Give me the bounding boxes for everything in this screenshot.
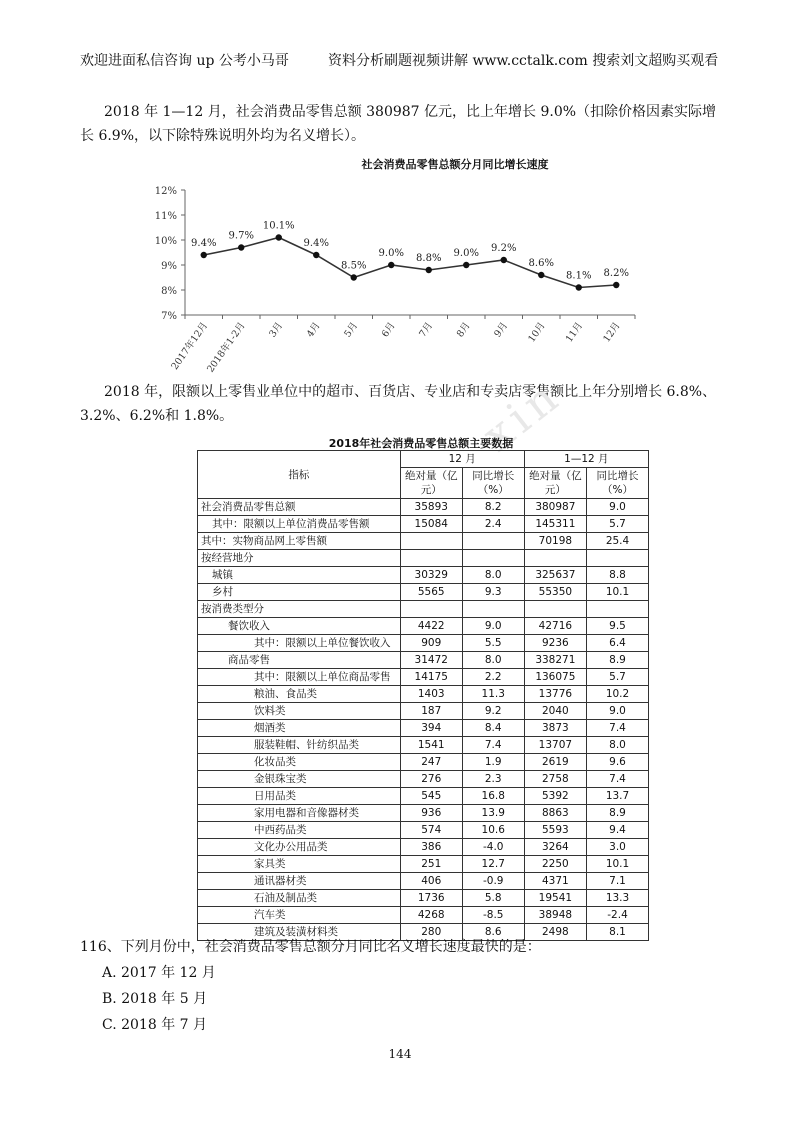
row-label: 其中：限额以上单位商品零售	[198, 669, 401, 686]
year-growth-cell: 9.6	[587, 754, 649, 771]
row-label: 粮油、食品类	[198, 686, 401, 703]
row-label: 文化办公用品类	[198, 839, 401, 856]
year-abs-cell: 9236	[524, 635, 586, 652]
dec-abs-cell: 5565	[400, 584, 462, 601]
year-abs-cell	[524, 550, 586, 567]
growth-line-chart	[140, 175, 660, 375]
dec-abs-cell: 394	[400, 720, 462, 737]
december-header: 12 月	[400, 451, 524, 468]
x-tick-label: 4月	[304, 320, 323, 340]
indicator-header: 指标	[198, 451, 401, 499]
row-label: 按经营地分	[198, 550, 401, 567]
row-label: 金银珠宝类	[198, 771, 401, 788]
row-label: 家用电器和音像器材类	[198, 805, 401, 822]
year-growth-header: 同比增长（%）	[587, 468, 649, 499]
table-row	[198, 533, 649, 550]
x-tick-label: 12月	[601, 320, 623, 345]
year-abs-cell: 3873	[524, 720, 586, 737]
y-tick-label: 9%	[161, 261, 177, 272]
dec-growth-cell: 16.8	[462, 788, 524, 805]
table-row	[198, 822, 649, 839]
data-label: 9.4%	[191, 238, 217, 249]
dec-growth-cell: 8.2	[462, 499, 524, 516]
dec-growth-cell: 2.4	[462, 516, 524, 533]
year-growth-cell: 6.4	[587, 635, 649, 652]
dec-growth-cell	[462, 601, 524, 618]
year-growth-cell: 8.0	[587, 737, 649, 754]
table-row	[198, 516, 649, 533]
table-row	[198, 601, 649, 618]
dec-abs-cell: 545	[400, 788, 462, 805]
year-growth-cell: 13.3	[587, 890, 649, 907]
year-abs-cell: 5593	[524, 822, 586, 839]
table-row	[198, 805, 649, 822]
year-growth-cell: 10.1	[587, 856, 649, 873]
year-growth-cell: 5.7	[587, 516, 649, 533]
dec-growth-cell: 13.9	[462, 805, 524, 822]
header-right-text: 资料分析刷题视频讲解 www.cctalk.com 搜索刘文超购买观看	[328, 53, 719, 69]
data-point	[201, 252, 207, 258]
dec-abs-cell: 276	[400, 771, 462, 788]
dec-growth-cell: -0.9	[462, 873, 524, 890]
dec-abs-cell: 1403	[400, 686, 462, 703]
year-growth-cell: 8.1	[587, 924, 649, 941]
table-row	[198, 839, 649, 856]
year-growth-cell: 5.7	[587, 669, 649, 686]
dec-growth-cell: 9.0	[462, 618, 524, 635]
table-row	[198, 669, 649, 686]
data-label: 9.2%	[491, 243, 517, 254]
data-point	[313, 252, 319, 258]
year-abs-cell: 55350	[524, 584, 586, 601]
data-label: 10.1%	[262, 220, 295, 232]
dec-growth-cell: 10.6	[462, 822, 524, 839]
data-point	[351, 274, 357, 280]
dec-abs-cell: 386	[400, 839, 462, 856]
data-point	[576, 284, 582, 290]
retail-paragraph: 2018 年，限额以上零售业单位中的超市、百货店、专业店和专卖店零售额比上年分别增长 6.8%、3.2%、6.2%和 1.8%。	[80, 384, 717, 424]
year-abs-cell: 13776	[524, 686, 586, 703]
option-a: A. 2017 年 12 月	[102, 965, 216, 981]
dec-growth-cell: 8.4	[462, 720, 524, 737]
year-growth-cell: 25.4	[587, 533, 649, 550]
x-tick-label: 2018年1-2月	[205, 320, 248, 375]
row-label: 按消费类型分	[198, 601, 401, 618]
year-abs-cell: 380987	[524, 499, 586, 516]
data-label: 8.6%	[528, 258, 554, 269]
dec-abs-cell: 14175	[400, 669, 462, 686]
year-abs-cell: 70198	[524, 533, 586, 550]
dec-abs-cell: 187	[400, 703, 462, 720]
dec-abs-header: 绝对量（亿元）	[400, 468, 462, 499]
table-row	[198, 567, 649, 584]
year-growth-cell: 7.4	[587, 771, 649, 788]
dec-abs-cell: 35893	[400, 499, 462, 516]
data-label: 8.5%	[341, 260, 367, 272]
x-tick-label: 10月	[526, 320, 548, 345]
year-growth-cell: 8.8	[587, 567, 649, 584]
year-growth-cell: -2.4	[587, 907, 649, 924]
dec-abs-cell: 909	[400, 635, 462, 652]
x-tick-label: 9月	[492, 320, 511, 340]
x-tick-label: 11月	[563, 320, 586, 345]
data-point	[238, 244, 244, 250]
x-tick-label: 5月	[342, 320, 361, 340]
table-row	[198, 873, 649, 890]
option-b: B. 2018 年 5 月	[102, 991, 208, 1007]
year-abs-cell: 2040	[524, 703, 586, 720]
x-tick-label: 3月	[267, 320, 286, 340]
dec-growth-cell: 11.3	[462, 686, 524, 703]
year-growth-cell: 7.1	[587, 873, 649, 890]
year-growth-cell	[587, 550, 649, 567]
data-label: 9.0%	[453, 248, 479, 259]
dec-growth-cell: -8.5	[462, 907, 524, 924]
header-left-text: 欢迎进面私信咨询 up 公考小马哥	[80, 53, 289, 69]
year-abs-cell: 145311	[524, 516, 586, 533]
year-growth-cell: 9.5	[587, 618, 649, 635]
year-abs-cell: 13707	[524, 737, 586, 754]
table-row	[198, 907, 649, 924]
row-label: 家具类	[198, 856, 401, 873]
data-point	[501, 257, 507, 263]
row-label: 其中：限额以上单位餐饮收入	[198, 635, 401, 652]
year-growth-cell: 3.0	[587, 839, 649, 856]
year-abs-cell: 136075	[524, 669, 586, 686]
year-abs-cell: 4371	[524, 873, 586, 890]
data-point	[426, 267, 432, 273]
year-abs-header: 绝对量（亿元）	[524, 468, 586, 499]
question-text: 116、下列月份中，社会消费品零售总额分月同比名义增长速度最快的是：	[80, 939, 541, 955]
dec-growth-cell	[462, 533, 524, 550]
year-growth-cell: 7.4	[587, 720, 649, 737]
table-row	[198, 737, 649, 754]
table-row	[198, 788, 649, 805]
dec-growth-cell: 2.3	[462, 771, 524, 788]
table-row	[198, 720, 649, 737]
x-tick-label: 8月	[454, 320, 473, 340]
dec-growth-cell: 8.0	[462, 567, 524, 584]
year-abs-cell: 2758	[524, 771, 586, 788]
dec-abs-cell: 30329	[400, 567, 462, 584]
row-label: 餐饮收入	[198, 618, 401, 635]
year-abs-cell: 19541	[524, 890, 586, 907]
table-row	[198, 635, 649, 652]
retail-data-table	[197, 450, 649, 941]
row-label: 烟酒类	[198, 720, 401, 737]
data-label: 9.7%	[228, 230, 254, 242]
table-row	[198, 703, 649, 720]
y-tick-label: 7%	[161, 311, 177, 322]
dec-growth-cell: 8.0	[462, 652, 524, 669]
dec-growth-cell: 2.2	[462, 669, 524, 686]
series-line	[204, 238, 617, 288]
dec-growth-cell: 9.2	[462, 703, 524, 720]
row-label: 其中：限额以上单位消费品零售额	[198, 516, 401, 533]
year-abs-cell: 2498	[524, 924, 586, 941]
row-label: 通讯器材类	[198, 873, 401, 890]
y-tick-label: 12%	[154, 186, 177, 197]
dec-abs-cell: 1541	[400, 737, 462, 754]
dec-growth-cell: 1.9	[462, 754, 524, 771]
row-label: 社会消费品零售总额	[198, 499, 401, 516]
table-row	[198, 618, 649, 635]
year-abs-cell: 325637	[524, 567, 586, 584]
page-header	[0, 50, 800, 70]
table-row	[198, 771, 649, 788]
year-growth-cell: 9.4	[587, 822, 649, 839]
x-tick-label: 2017年12月	[169, 320, 211, 372]
row-label: 服装鞋帽、针纺织品类	[198, 737, 401, 754]
dec-abs-cell: 31472	[400, 652, 462, 669]
chart-title: 社会消费品零售总额分月同比增长速度	[361, 158, 549, 171]
row-label: 饮料类	[198, 703, 401, 720]
x-tick-label: 7月	[417, 320, 436, 340]
page-number: 144	[388, 1047, 412, 1061]
year-growth-cell: 9.0	[587, 499, 649, 516]
full-year-header: 1—12 月	[524, 451, 648, 468]
dec-abs-cell: 280	[400, 924, 462, 941]
data-label: 8.8%	[416, 253, 442, 264]
dec-growth-cell: 8.6	[462, 924, 524, 941]
year-growth-cell: 10.1	[587, 584, 649, 601]
dec-growth-cell: 7.4	[462, 737, 524, 754]
year-abs-cell: 42716	[524, 618, 586, 635]
year-abs-cell	[524, 601, 586, 618]
y-tick-label: 11%	[154, 211, 177, 222]
year-abs-cell: 3264	[524, 839, 586, 856]
year-growth-cell: 9.0	[587, 703, 649, 720]
dec-growth-cell: 5.8	[462, 890, 524, 907]
data-label: 8.1%	[566, 270, 592, 282]
row-label: 其中：实物商品网上零售额	[198, 533, 401, 550]
dec-abs-cell	[400, 550, 462, 567]
table-row	[198, 890, 649, 907]
data-point	[463, 262, 469, 268]
dec-abs-cell: 406	[400, 873, 462, 890]
dec-growth-cell: -4.0	[462, 839, 524, 856]
data-point	[538, 272, 544, 278]
year-growth-cell: 10.2	[587, 686, 649, 703]
data-point	[276, 234, 282, 240]
table-header-row	[198, 451, 649, 468]
year-abs-cell: 338271	[524, 652, 586, 669]
dec-growth-cell: 12.7	[462, 856, 524, 873]
table-row	[198, 584, 649, 601]
row-label: 化妆品类	[198, 754, 401, 771]
row-label: 乡村	[198, 584, 401, 601]
dec-abs-cell: 574	[400, 822, 462, 839]
year-abs-cell: 38948	[524, 907, 586, 924]
table-row	[198, 499, 649, 516]
table-title: 2018年社会消费品零售总额主要数据	[328, 437, 514, 450]
data-label: 9.0%	[378, 248, 404, 259]
dec-abs-cell: 15084	[400, 516, 462, 533]
table-row	[198, 754, 649, 771]
data-point	[388, 262, 394, 268]
dec-abs-cell: 4268	[400, 907, 462, 924]
row-label: 城镇	[198, 567, 401, 584]
row-label: 石油及制品类	[198, 890, 401, 907]
dec-growth-cell: 9.3	[462, 584, 524, 601]
dec-abs-cell: 247	[400, 754, 462, 771]
y-tick-label: 10%	[154, 236, 177, 247]
data-point	[613, 282, 619, 288]
year-abs-cell: 2619	[524, 754, 586, 771]
table-row	[198, 550, 649, 567]
table-row	[198, 856, 649, 873]
year-abs-cell: 8863	[524, 805, 586, 822]
watermark-text: xin	[473, 369, 572, 462]
year-growth-cell: 8.9	[587, 805, 649, 822]
data-label: 8.2%	[603, 268, 629, 279]
dec-abs-cell	[400, 601, 462, 618]
data-label: 9.4%	[303, 238, 329, 249]
row-label: 中西药品类	[198, 822, 401, 839]
dec-abs-cell: 4422	[400, 618, 462, 635]
dec-abs-cell: 1736	[400, 890, 462, 907]
x-tick-label: 6月	[379, 320, 398, 340]
intro-paragraph: 2018 年 1—12 月，社会消费品零售总额 380987 亿元，比上年增长 9.0%（扣除价格因素实际增长 6.9%，以下除特殊说明外均为名义增长）。	[80, 104, 717, 144]
dec-growth-cell	[462, 550, 524, 567]
dec-growth-header: 同比增长（%）	[462, 468, 524, 499]
table-row	[198, 652, 649, 669]
dec-abs-cell: 251	[400, 856, 462, 873]
year-abs-cell: 2250	[524, 856, 586, 873]
dec-abs-cell	[400, 533, 462, 550]
year-growth-cell	[587, 601, 649, 618]
table-row	[198, 686, 649, 703]
row-label: 建筑及装潢材料类	[198, 924, 401, 941]
row-label: 日用品类	[198, 788, 401, 805]
row-label: 汽车类	[198, 907, 401, 924]
option-c: C. 2018 年 7 月	[102, 1017, 207, 1033]
dec-growth-cell: 5.5	[462, 635, 524, 652]
y-tick-label: 8%	[161, 286, 177, 297]
dec-abs-cell: 936	[400, 805, 462, 822]
year-growth-cell: 8.9	[587, 652, 649, 669]
row-label: 商品零售	[198, 652, 401, 669]
year-growth-cell: 13.7	[587, 788, 649, 805]
year-abs-cell: 5392	[524, 788, 586, 805]
